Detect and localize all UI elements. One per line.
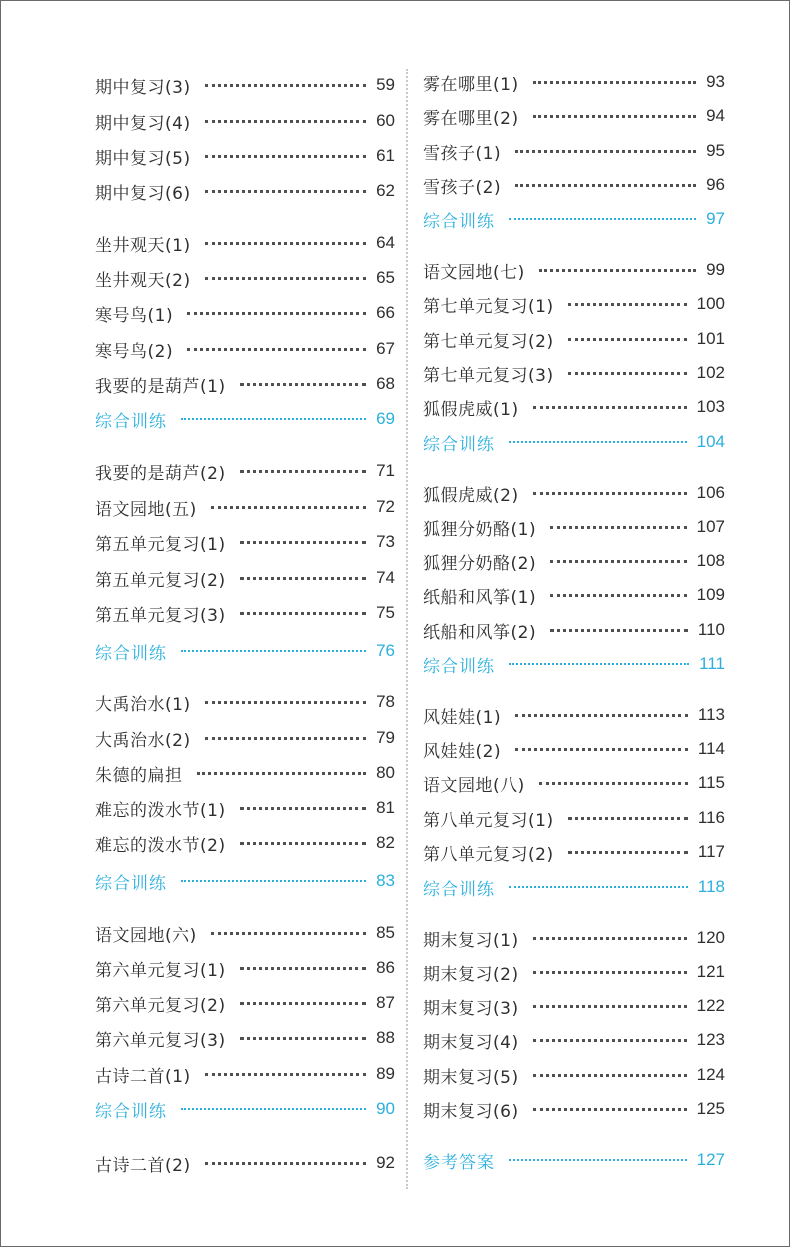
toc-entry-title: 坐井观天(1) <box>95 235 191 256</box>
toc-entry <box>95 1095 395 1123</box>
toc-entry <box>423 205 725 233</box>
toc-entry-title: 期中复习(6) <box>95 183 191 204</box>
toc-entry-title: 纸船和风筝(2) <box>423 622 537 643</box>
toc-entry-title: 第六单元复习(3) <box>95 1030 226 1051</box>
toc-entry-title: 综合训练 <box>95 643 167 664</box>
dot-leader <box>240 612 366 615</box>
toc-entry-page-number: 93 <box>706 72 725 91</box>
dot-leader <box>533 115 696 118</box>
toc-entry-page-number: 104 <box>696 432 725 451</box>
toc-entry-page-number: 83 <box>376 871 395 890</box>
toc-entry <box>423 393 725 421</box>
toc-entry <box>423 137 725 165</box>
toc-entry-page-number: 81 <box>376 798 395 817</box>
toc-entry-title: 风娃娃(2) <box>423 741 502 762</box>
dot-leader <box>533 1108 687 1111</box>
toc-entry-title: 综合训练 <box>423 879 495 900</box>
dot-leader <box>568 372 687 375</box>
toc-entry-page-number: 72 <box>376 497 395 516</box>
dot-leader <box>240 577 366 580</box>
toc-entry <box>423 616 725 644</box>
toc-entry <box>95 493 395 521</box>
toc-entry-title: 纸船和风筝(1) <box>423 587 537 608</box>
dot-leader <box>181 650 366 652</box>
toc-entry-page-number: 65 <box>376 268 395 287</box>
toc-entry-title: 我要的是葫芦(1) <box>95 376 226 397</box>
dot-leader <box>509 441 687 443</box>
toc-entry <box>95 1024 395 1052</box>
dot-leader <box>533 1005 687 1008</box>
toc-entry-page-number: 68 <box>376 374 395 393</box>
toc-entry-title: 难忘的泼水节(2) <box>95 835 226 856</box>
toc-entry <box>95 794 395 822</box>
toc-entry-page-number: 67 <box>376 339 395 358</box>
toc-entry-title: 大禹治水(2) <box>95 730 191 751</box>
dot-leader <box>539 782 688 785</box>
toc-entry-page-number: 75 <box>376 603 395 622</box>
dot-leader <box>240 470 366 473</box>
toc-entry-title: 第七单元复习(2) <box>423 331 554 352</box>
toc-entry <box>95 954 395 982</box>
toc-entry-page-number: 85 <box>376 923 395 942</box>
dot-leader <box>509 218 696 220</box>
toc-entry-page-number: 94 <box>706 106 725 125</box>
dot-leader <box>515 748 688 751</box>
toc-entry-title: 第八单元复习(2) <box>423 844 554 865</box>
toc-entry-title: 第七单元复习(3) <box>423 365 554 386</box>
dot-leader <box>181 880 366 882</box>
toc-entry-title: 综合训练 <box>95 411 167 432</box>
toc-entry-page-number: 61 <box>376 146 395 165</box>
toc-entry-page-number: 88 <box>376 1028 395 1047</box>
toc-entry-title: 期末复习(6) <box>423 1101 519 1122</box>
toc-entry-page-number: 106 <box>696 483 725 502</box>
dot-leader <box>205 190 366 193</box>
dot-leader <box>240 842 366 845</box>
toc-entry <box>423 992 725 1020</box>
toc-entry <box>423 513 725 541</box>
toc-entry <box>95 637 395 665</box>
toc-entry-page-number: 74 <box>376 568 395 587</box>
toc-entry-title: 大禹治水(1) <box>95 694 191 715</box>
toc-entry-title: 期末复习(2) <box>423 964 519 985</box>
toc-entry-page-number: 108 <box>696 551 725 570</box>
toc-entry-title: 雪孩子(1) <box>423 143 502 164</box>
toc-entry-page-number: 102 <box>696 363 725 382</box>
toc-entry <box>95 564 395 592</box>
dot-leader <box>205 155 366 158</box>
toc-entry-title: 狐假虎威(2) <box>423 485 519 506</box>
toc-entry-page-number: 96 <box>706 175 725 194</box>
toc-entry-title: 狐假虎威(1) <box>423 399 519 420</box>
toc-entry-title: 期末复习(1) <box>423 930 519 951</box>
dot-leader <box>509 663 689 665</box>
dot-leader <box>240 1037 366 1040</box>
toc-entry-page-number: 113 <box>697 705 725 724</box>
toc-entry <box>423 479 725 507</box>
toc-entry <box>95 107 395 135</box>
dot-leader <box>211 506 366 509</box>
toc-entry <box>95 867 395 895</box>
dot-leader <box>550 629 688 632</box>
toc-entry <box>423 873 725 901</box>
toc-entry <box>95 688 395 716</box>
dot-leader <box>205 84 366 87</box>
dot-leader <box>533 971 687 974</box>
toc-entry-page-number: 92 <box>376 1153 395 1172</box>
toc-entry-title: 第六单元复习(2) <box>95 995 226 1016</box>
toc-entry-page-number: 78 <box>376 692 395 711</box>
toc-entry-page-number: 69 <box>376 409 395 428</box>
dot-leader <box>515 714 688 717</box>
dot-leader <box>533 406 687 409</box>
dot-leader <box>533 1074 687 1077</box>
toc-entry-title: 语文园地(六) <box>95 925 197 946</box>
toc-entry-title: 参考答案 <box>423 1152 495 1173</box>
dot-leader <box>240 383 366 386</box>
toc-entry <box>95 71 395 99</box>
toc-entry <box>95 1060 395 1088</box>
dot-leader <box>205 277 366 280</box>
toc-entry-title: 期末复习(5) <box>423 1067 519 1088</box>
dot-leader <box>568 303 687 306</box>
toc-entry-page-number: 90 <box>376 1099 395 1118</box>
toc-entry <box>95 142 395 170</box>
dot-leader <box>533 937 687 940</box>
dot-leader <box>181 418 366 420</box>
toc-entry-page-number: 76 <box>376 641 395 660</box>
toc-entry-title: 寒号鸟(2) <box>95 341 174 362</box>
toc-entry <box>423 1026 725 1054</box>
toc-entry <box>423 171 725 199</box>
toc-entry-page-number: 97 <box>706 209 725 228</box>
toc-entry <box>95 599 395 627</box>
toc-entry-page-number: 100 <box>696 294 725 313</box>
toc-entry <box>423 769 725 797</box>
toc-entry-page-number: 118 <box>697 877 725 896</box>
dot-leader <box>533 492 687 495</box>
toc-entry <box>423 838 725 866</box>
dot-leader <box>550 560 687 563</box>
toc-entry <box>95 370 395 398</box>
toc-entry-page-number: 109 <box>696 585 725 604</box>
toc-entry <box>423 701 725 729</box>
toc-entry-title: 综合训练 <box>95 873 167 894</box>
dot-leader <box>240 1002 366 1005</box>
dot-leader <box>187 312 366 315</box>
toc-entry-title: 第五单元复习(3) <box>95 605 226 626</box>
toc-entry <box>423 428 725 456</box>
toc-entry-title: 古诗二首(2) <box>95 1155 191 1176</box>
dot-leader <box>240 967 366 970</box>
toc-entry <box>95 299 395 327</box>
toc-entry <box>423 958 725 986</box>
toc-entry-page-number: 73 <box>376 532 395 551</box>
toc-entry-title: 语文园地(五) <box>95 499 197 520</box>
toc-entry-page-number: 60 <box>376 111 395 130</box>
toc-entry-title: 期中复习(4) <box>95 113 191 134</box>
column-divider <box>406 69 408 1189</box>
toc-entry-title: 狐狸分奶酪(1) <box>423 519 537 540</box>
toc-entry-title: 期末复习(4) <box>423 1032 519 1053</box>
toc-entry-title: 朱德的扁担 <box>95 765 183 786</box>
toc-entry-title: 语文园地(八) <box>423 775 525 796</box>
toc-entry <box>423 359 725 387</box>
dot-leader <box>550 594 687 597</box>
toc-entry-page-number: 110 <box>697 620 725 639</box>
toc-entry-title: 期中复习(3) <box>95 77 191 98</box>
toc-entry-title: 我要的是葫芦(2) <box>95 463 226 484</box>
dot-leader <box>197 772 367 775</box>
dot-leader <box>509 1159 687 1161</box>
toc-entry-page-number: 80 <box>376 763 395 782</box>
toc-entry <box>95 457 395 485</box>
toc-entry <box>95 229 395 257</box>
toc-entry <box>423 290 725 318</box>
toc-entry-title: 综合训练 <box>423 434 495 455</box>
toc-entry-page-number: 64 <box>376 233 395 252</box>
toc-entry-title: 雾在哪里(1) <box>423 74 519 95</box>
toc-entry <box>423 1061 725 1089</box>
toc-entry-page-number: 82 <box>376 833 395 852</box>
toc-entry-title: 综合训练 <box>423 656 495 677</box>
dot-leader <box>568 817 688 820</box>
toc-entry-page-number: 103 <box>696 397 725 416</box>
toc-entry-title: 寒号鸟(1) <box>95 305 174 326</box>
toc-entry <box>423 256 725 284</box>
toc-entry <box>423 650 725 678</box>
toc-entry-page-number: 116 <box>697 808 725 827</box>
toc-entry-page-number: 120 <box>696 928 725 947</box>
dot-leader <box>205 737 366 740</box>
toc-entry-page-number: 62 <box>376 181 395 200</box>
toc-entry-title: 第八单元复习(1) <box>423 810 554 831</box>
toc-entry-page-number: 59 <box>376 75 395 94</box>
toc-entry <box>95 919 395 947</box>
toc-entry-page-number: 66 <box>376 303 395 322</box>
dot-leader <box>205 120 366 123</box>
toc-entry <box>95 724 395 752</box>
dot-leader <box>187 348 366 351</box>
toc-entry-page-number: 125 <box>696 1099 725 1118</box>
toc-entry-page-number: 124 <box>696 1065 725 1084</box>
toc-entry-page-number: 123 <box>696 1030 725 1049</box>
toc-entry-title: 第五单元复习(1) <box>95 534 226 555</box>
toc-entry-page-number: 122 <box>696 996 725 1015</box>
dot-leader <box>205 1162 366 1165</box>
toc-entry-page-number: 95 <box>706 141 725 160</box>
dot-leader <box>240 807 366 810</box>
dot-leader <box>568 851 688 854</box>
toc-entry-title: 难忘的泼水节(1) <box>95 800 226 821</box>
toc-entry-page-number: 114 <box>697 739 725 758</box>
dot-leader <box>533 81 696 84</box>
toc-entry <box>95 989 395 1017</box>
toc-entry-page-number: 117 <box>697 842 725 861</box>
toc-entry-title: 雪孩子(2) <box>423 177 502 198</box>
dot-leader <box>515 150 696 153</box>
toc-entry <box>95 528 395 556</box>
toc-entry <box>95 335 395 363</box>
toc-entry <box>95 829 395 857</box>
dot-leader <box>205 1073 366 1076</box>
dot-leader <box>568 338 687 341</box>
toc-entry-page-number: 71 <box>376 461 395 480</box>
toc-entry-page-number: 89 <box>376 1064 395 1083</box>
toc-entry <box>423 924 725 952</box>
toc-entry <box>95 1149 395 1177</box>
toc-entry <box>423 804 725 832</box>
toc-entry-page-number: 79 <box>376 728 395 747</box>
toc-entry-page-number: 99 <box>706 260 725 279</box>
toc-entry-title: 综合训练 <box>423 211 495 232</box>
toc-entry-title: 第七单元复习(1) <box>423 296 554 317</box>
toc-entry-title: 狐狸分奶酪(2) <box>423 553 537 574</box>
toc-entry <box>423 325 725 353</box>
toc-entry-title: 期末复习(3) <box>423 998 519 1019</box>
toc-entry <box>95 405 395 433</box>
dot-leader <box>515 184 696 187</box>
toc-entry-page-number: 86 <box>376 958 395 977</box>
toc-entry-page-number: 127 <box>696 1150 725 1169</box>
toc-entry-title: 风娃娃(1) <box>423 707 502 728</box>
toc-entry <box>423 68 725 96</box>
dot-leader <box>205 242 366 245</box>
toc-entry-title: 第五单元复习(2) <box>95 570 226 591</box>
toc-entry-page-number: 121 <box>696 962 725 981</box>
toc-entry-title: 语文园地(七) <box>423 262 525 283</box>
toc-entry-title: 坐井观天(2) <box>95 270 191 291</box>
toc-entry-title: 综合训练 <box>95 1101 167 1122</box>
toc-entry <box>95 264 395 292</box>
dot-leader <box>509 886 688 888</box>
toc-entry-title: 期中复习(5) <box>95 148 191 169</box>
toc-entry-title: 雾在哪里(2) <box>423 108 519 129</box>
dot-leader <box>550 526 687 529</box>
toc-entry <box>423 1095 725 1123</box>
toc-entry <box>423 735 725 763</box>
toc-entry <box>95 177 395 205</box>
toc-entry-page-number: 101 <box>696 329 725 348</box>
dot-leader <box>181 1108 366 1110</box>
toc-entry <box>423 102 725 130</box>
toc-entry <box>423 581 725 609</box>
toc-entry-title: 第六单元复习(1) <box>95 960 226 981</box>
dot-leader <box>205 701 366 704</box>
dot-leader <box>533 1039 687 1042</box>
dot-leader <box>240 541 366 544</box>
toc-entry-page-number: 107 <box>696 517 725 536</box>
toc-entry-page-number: 87 <box>376 993 395 1012</box>
toc-entry <box>423 1146 725 1174</box>
toc-entry-title: 古诗二首(1) <box>95 1066 191 1087</box>
toc-entry-page-number: 111 <box>699 654 725 673</box>
dot-leader <box>539 269 696 272</box>
toc-entry-page-number: 115 <box>697 773 725 792</box>
toc-entry <box>423 547 725 575</box>
toc-entry <box>95 759 395 787</box>
dot-leader <box>211 932 366 935</box>
